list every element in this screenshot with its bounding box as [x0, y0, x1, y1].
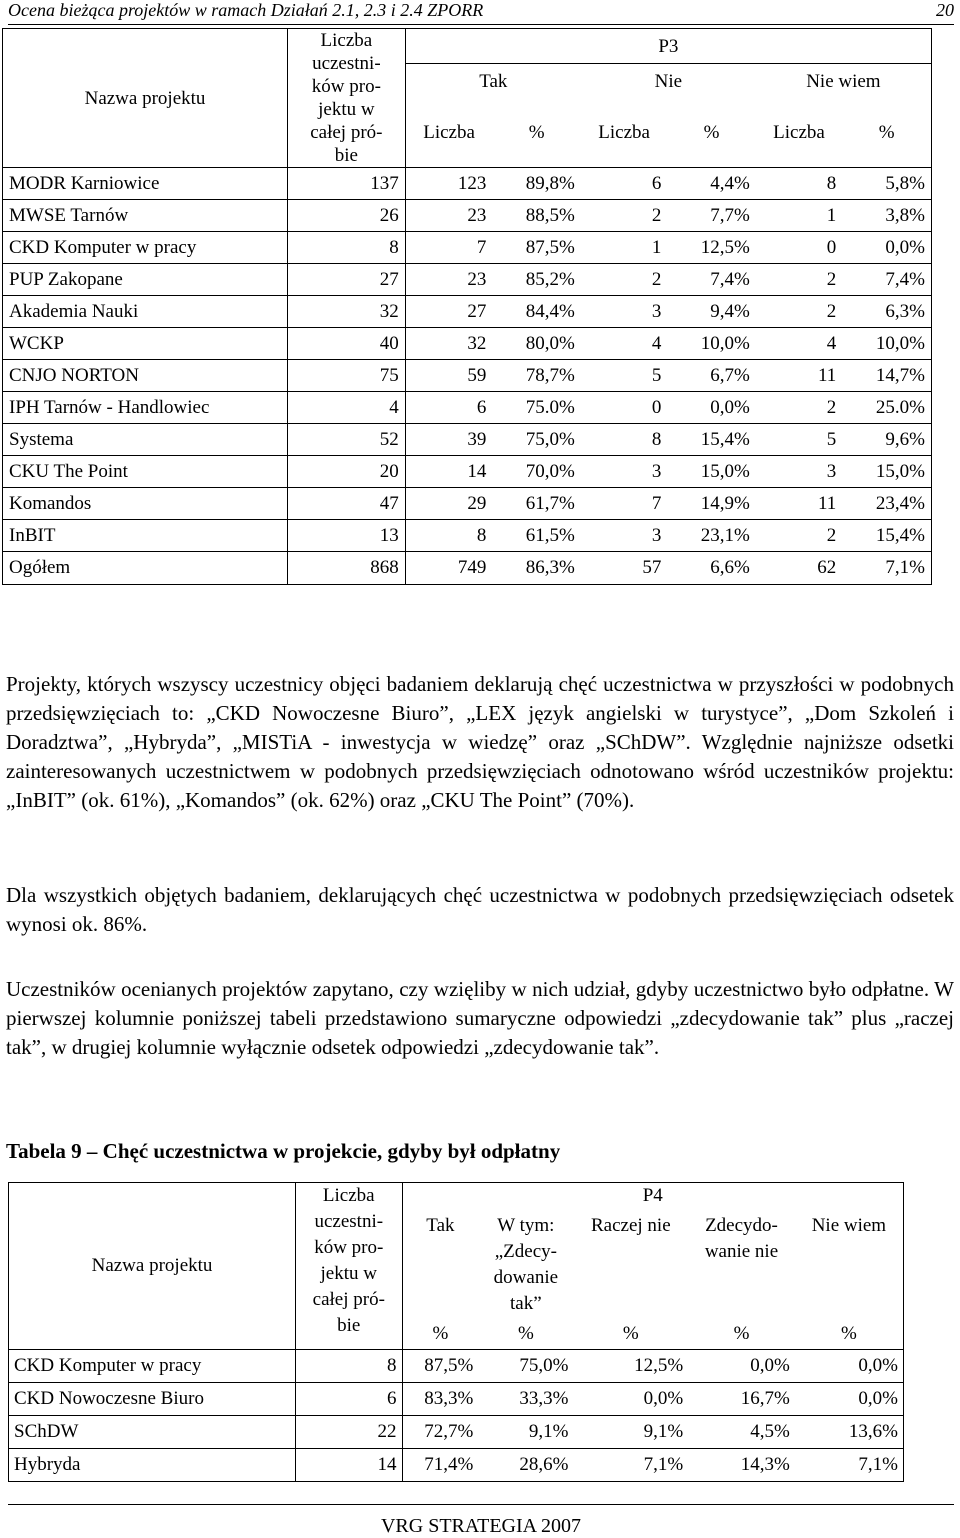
cell: 8: [288, 232, 406, 264]
cell: 83,3%: [402, 1383, 478, 1416]
cell: 2: [756, 520, 842, 552]
cell: 52: [288, 424, 406, 456]
cell: 4: [756, 328, 842, 360]
table-row: [3, 232, 932, 264]
cell: 3: [581, 456, 667, 488]
cell: 27: [288, 264, 406, 296]
cell: 15,4%: [842, 520, 931, 552]
t1-answer-tak: Tak: [479, 70, 508, 92]
t1-group-p3: P3: [405, 29, 931, 64]
cell: 6,3%: [842, 296, 931, 328]
t1-col-total-line: jektu w: [318, 99, 375, 120]
paragraph: Dla wszystkich objętych badaniem, deklarujących chęć uczestnictwa w podobnych przedsięwzięciach odsetek wynosi ok. 86%.: [6, 883, 954, 936]
t2-answer-line: Tak: [426, 1215, 455, 1236]
cell: 59: [405, 360, 492, 392]
cell: 71,4%: [402, 1449, 478, 1482]
cell: 47: [288, 488, 406, 520]
table-row: [3, 200, 932, 232]
cell: 13: [288, 520, 406, 552]
cell: 75,0%: [492, 424, 580, 456]
cell: 6: [581, 168, 667, 200]
cell: 40: [288, 328, 406, 360]
cell: 2: [581, 200, 667, 232]
t1-col-total-line: uczestni-: [312, 53, 381, 74]
t1-col-total-line: bie: [334, 145, 358, 166]
cell: 1: [581, 232, 667, 264]
cell: 9,1%: [573, 1416, 688, 1449]
t2-group-p4: P4: [642, 1185, 663, 1206]
t1-sub-pct: %: [703, 122, 720, 144]
cell: 137: [288, 168, 406, 200]
cell: 0: [581, 392, 667, 424]
cell: 23,4%: [842, 488, 931, 520]
cell: 3: [581, 520, 667, 552]
cell: 3: [756, 456, 842, 488]
cell: 2: [756, 264, 842, 296]
cell: 6,6%: [667, 552, 755, 585]
cell: 70,0%: [492, 456, 580, 488]
t2-col-name: Nazwa projektu: [9, 1183, 296, 1350]
page-header: [8, 0, 954, 25]
cell: 6: [405, 392, 492, 424]
cell: 3,8%: [842, 200, 931, 232]
cell: 27: [405, 296, 492, 328]
cell: 75: [288, 360, 406, 392]
t1-col-name: Nazwa projektu: [3, 29, 288, 168]
t1-col-total-line: ków pro-: [311, 76, 381, 97]
cell: 87,5%: [402, 1350, 478, 1383]
cell: MWSE Tarnów: [3, 200, 288, 232]
t2-col-total: [296, 1183, 403, 1350]
t2-answer-line: tak”: [510, 1293, 542, 1314]
cell: CNJO NORTON: [3, 360, 288, 392]
cell: MODR Karniowice: [3, 168, 288, 200]
cell: 8: [756, 168, 842, 200]
t2-answer-line: „Zdecy-: [494, 1241, 557, 1262]
cell: 4,5%: [688, 1416, 795, 1449]
cell: 0,0%: [795, 1350, 904, 1383]
t2-pct: %: [622, 1323, 639, 1344]
paragraph: Projekty, których wszyscy uczestnicy objęci badaniem deklarują chęć uczestnictwa w przyszłości w podobnych przedsięwzięciach to: „CKD Nowoczesne Biuro”, „LEX język angielski w turystyce”, „Dom Szkoleń i Doradztwa”, „Hybryda”, „MISTiA - inwestycja w wiedzę” oraz „SChDW”. Względnie najniższe odsetki zainteresowanych uczestnictwem w podobnych przedsięwzięciach odnotowano wśród uczestników projektu: „InBIT” (ok. 61%), „Komandos” (ok. 62%) oraz „CKU The Point” (70%).: [6, 672, 954, 812]
t2-col-total-line: jektu w: [320, 1263, 377, 1284]
cell: Systema: [3, 424, 288, 456]
t2-answer-nie-wiem: [795, 1213, 904, 1319]
cell: 9,4%: [667, 296, 755, 328]
t2-answer-zdecydowanie-tak: [478, 1213, 573, 1319]
t2-col-total-line: uczestni-: [314, 1211, 384, 1232]
cell: 28,6%: [478, 1449, 573, 1482]
table-row: [3, 264, 932, 296]
cell: 8: [405, 520, 492, 552]
cell: 33,3%: [478, 1383, 573, 1416]
cell: 2: [581, 264, 667, 296]
table-p4: [8, 1182, 904, 1482]
t2-answer-line: W tym:: [497, 1215, 555, 1236]
t2-answer-tak: [402, 1213, 478, 1319]
table-row: [9, 1449, 904, 1482]
t2-pct: %: [517, 1323, 534, 1344]
table-row: [3, 456, 932, 488]
cell: 2: [756, 392, 842, 424]
t2-pct: %: [840, 1323, 857, 1344]
cell: Akademia Nauki: [3, 296, 288, 328]
cell: 12,5%: [667, 232, 755, 264]
cell: 7: [581, 488, 667, 520]
t2-answer-raczej-nie: [573, 1213, 688, 1319]
cell: 80,0%: [492, 328, 580, 360]
cell: 22: [296, 1416, 403, 1449]
cell: 10,0%: [667, 328, 755, 360]
t1-answer-nie: Nie: [654, 70, 683, 92]
table-row: [9, 1383, 904, 1416]
t2-answer-line: wanie nie: [704, 1241, 779, 1262]
table-row: [3, 520, 932, 552]
cell: 4: [581, 328, 667, 360]
t1-answer-nie-wiem: Nie wiem: [806, 70, 881, 92]
cell: 26: [288, 200, 406, 232]
cell: 5,8%: [842, 168, 931, 200]
table-row: [9, 1350, 904, 1383]
cell: 7,7%: [667, 200, 755, 232]
cell: 14: [405, 456, 492, 488]
cell: 4: [288, 392, 406, 424]
cell: 8: [296, 1350, 403, 1383]
cell: 14,7%: [842, 360, 931, 392]
table-row: [3, 424, 932, 456]
t2-answer-line: Zdecydo-: [705, 1215, 778, 1236]
cell: 0,0%: [795, 1383, 904, 1416]
cell: 75,0%: [478, 1350, 573, 1383]
t2-answer-zdecydowanie-nie: [688, 1213, 795, 1319]
cell: 87,5%: [492, 232, 580, 264]
cell: SChDW: [9, 1416, 296, 1449]
cell: 72,7%: [402, 1416, 478, 1449]
cell: 29: [405, 488, 492, 520]
cell: 0: [756, 232, 842, 264]
table-row: [3, 488, 932, 520]
page-footer: VRG STRATEGIA 2007: [8, 1504, 954, 1538]
cell: 5: [581, 360, 667, 392]
cell: 868: [288, 552, 406, 585]
cell: Hybryda: [9, 1449, 296, 1482]
cell: CKU The Point: [3, 456, 288, 488]
cell: CKD Nowoczesne Biuro: [9, 1383, 296, 1416]
cell: 23: [405, 200, 492, 232]
cell: 0,0%: [688, 1350, 795, 1383]
page-number: 20: [936, 0, 954, 20]
table-row: [3, 168, 932, 200]
cell: 3: [581, 296, 667, 328]
cell: 89,8%: [492, 168, 580, 200]
t1-sub-count: Liczba: [598, 122, 650, 144]
t2-pct: %: [733, 1323, 750, 1344]
paragraph: Uczestników ocenianych projektów zapytano, czy wzięliby w nich udział, gdyby uczestnictwo było odpłatne. W pierwszej kolumnie poniższej tabeli przedstawiono sumaryczne odpowiedzi „zdecydowanie tak” plus „raczej tak”, w drugiej kolumnie wyłącznie odsetek odpowiedzi „zdecydowanie tak”.: [6, 977, 954, 1059]
t1-col-total: [288, 29, 406, 168]
cell: 57: [581, 552, 667, 585]
cell: 8: [581, 424, 667, 456]
table-caption: Tabela 9 – Chęć uczestnictwa w projekcie, gdyby był odpłatny: [6, 1139, 561, 1163]
cell: 39: [405, 424, 492, 456]
cell: 85,2%: [492, 264, 580, 296]
table-row: [3, 392, 932, 424]
cell: IPH Tarnów - Handlowiec: [3, 392, 288, 424]
cell: 0,0%: [667, 392, 755, 424]
cell: Ogółem: [3, 552, 288, 585]
cell: PUP Zakopane: [3, 264, 288, 296]
header-title: Ocena bieżąca projektów w ramach Działań 2.1, 2.3 i 2.4 ZPORR: [8, 0, 484, 20]
cell: 0,0%: [573, 1383, 688, 1416]
cell: 14,9%: [667, 488, 755, 520]
t1-sub-count: Liczba: [773, 122, 825, 144]
cell: 7: [405, 232, 492, 264]
cell: 10,0%: [842, 328, 931, 360]
cell: 4,4%: [667, 168, 755, 200]
cell: 7,1%: [795, 1449, 904, 1482]
cell: WCKP: [3, 328, 288, 360]
cell: 15,0%: [667, 456, 755, 488]
cell: 61,5%: [492, 520, 580, 552]
cell: 11: [756, 488, 842, 520]
cell: 84,4%: [492, 296, 580, 328]
cell: 23,1%: [667, 520, 755, 552]
cell: CKD Komputer w pracy: [9, 1350, 296, 1383]
cell: 123: [405, 168, 492, 200]
cell: 20: [288, 456, 406, 488]
cell: 14: [296, 1449, 403, 1482]
cell: 25.0%: [842, 392, 931, 424]
cell: 86,3%: [492, 552, 580, 585]
t1-sub-count: Liczba: [423, 122, 475, 144]
t2-answer-line: dowanie: [493, 1267, 559, 1288]
table-row: [3, 360, 932, 392]
table-row: [3, 296, 932, 328]
t1-col-total-line: całej pró-: [310, 122, 383, 143]
cell: 13,6%: [795, 1416, 904, 1449]
table-p3: [2, 28, 932, 585]
t2-pct: %: [432, 1323, 449, 1344]
t2-col-total-line: bie: [337, 1315, 361, 1336]
t2-col-total-line: Liczba: [322, 1185, 375, 1206]
t1-sub-pct: %: [528, 122, 545, 144]
t2-col-total-line: całej pró-: [312, 1289, 385, 1310]
cell: Komandos: [3, 488, 288, 520]
cell: 9,6%: [842, 424, 931, 456]
t1-col-total-line: Liczba: [320, 30, 373, 51]
cell: 12,5%: [573, 1350, 688, 1383]
cell: CKD Komputer w pracy: [3, 232, 288, 264]
cell: 7,1%: [573, 1449, 688, 1482]
t2-col-total-line: ków pro-: [314, 1237, 384, 1258]
cell: 7,4%: [667, 264, 755, 296]
table-row-total: [3, 552, 932, 585]
cell: 15,0%: [842, 456, 931, 488]
cell: InBIT: [3, 520, 288, 552]
cell: 15,4%: [667, 424, 755, 456]
cell: 5: [756, 424, 842, 456]
cell: 9,1%: [478, 1416, 573, 1449]
cell: 11: [756, 360, 842, 392]
table-row: [9, 1416, 904, 1449]
cell: 23: [405, 264, 492, 296]
cell: 32: [288, 296, 406, 328]
cell: 749: [405, 552, 492, 585]
cell: 6: [296, 1383, 403, 1416]
cell: 2: [756, 296, 842, 328]
table-row: [3, 328, 932, 360]
cell: 0,0%: [842, 232, 931, 264]
cell: 16,7%: [688, 1383, 795, 1416]
cell: 88,5%: [492, 200, 580, 232]
cell: 6,7%: [667, 360, 755, 392]
cell: 78,7%: [492, 360, 580, 392]
t2-answer-line: Raczej nie: [590, 1215, 671, 1236]
t1-sub-pct: %: [878, 122, 895, 144]
cell: 62: [756, 552, 842, 585]
cell: 75.0%: [492, 392, 580, 424]
cell: 7,1%: [842, 552, 931, 585]
cell: 14,3%: [688, 1449, 795, 1482]
t2-answer-line: Nie wiem: [811, 1215, 887, 1236]
cell: 61,7%: [492, 488, 580, 520]
cell: 1: [756, 200, 842, 232]
cell: 32: [405, 328, 492, 360]
cell: 7,4%: [842, 264, 931, 296]
